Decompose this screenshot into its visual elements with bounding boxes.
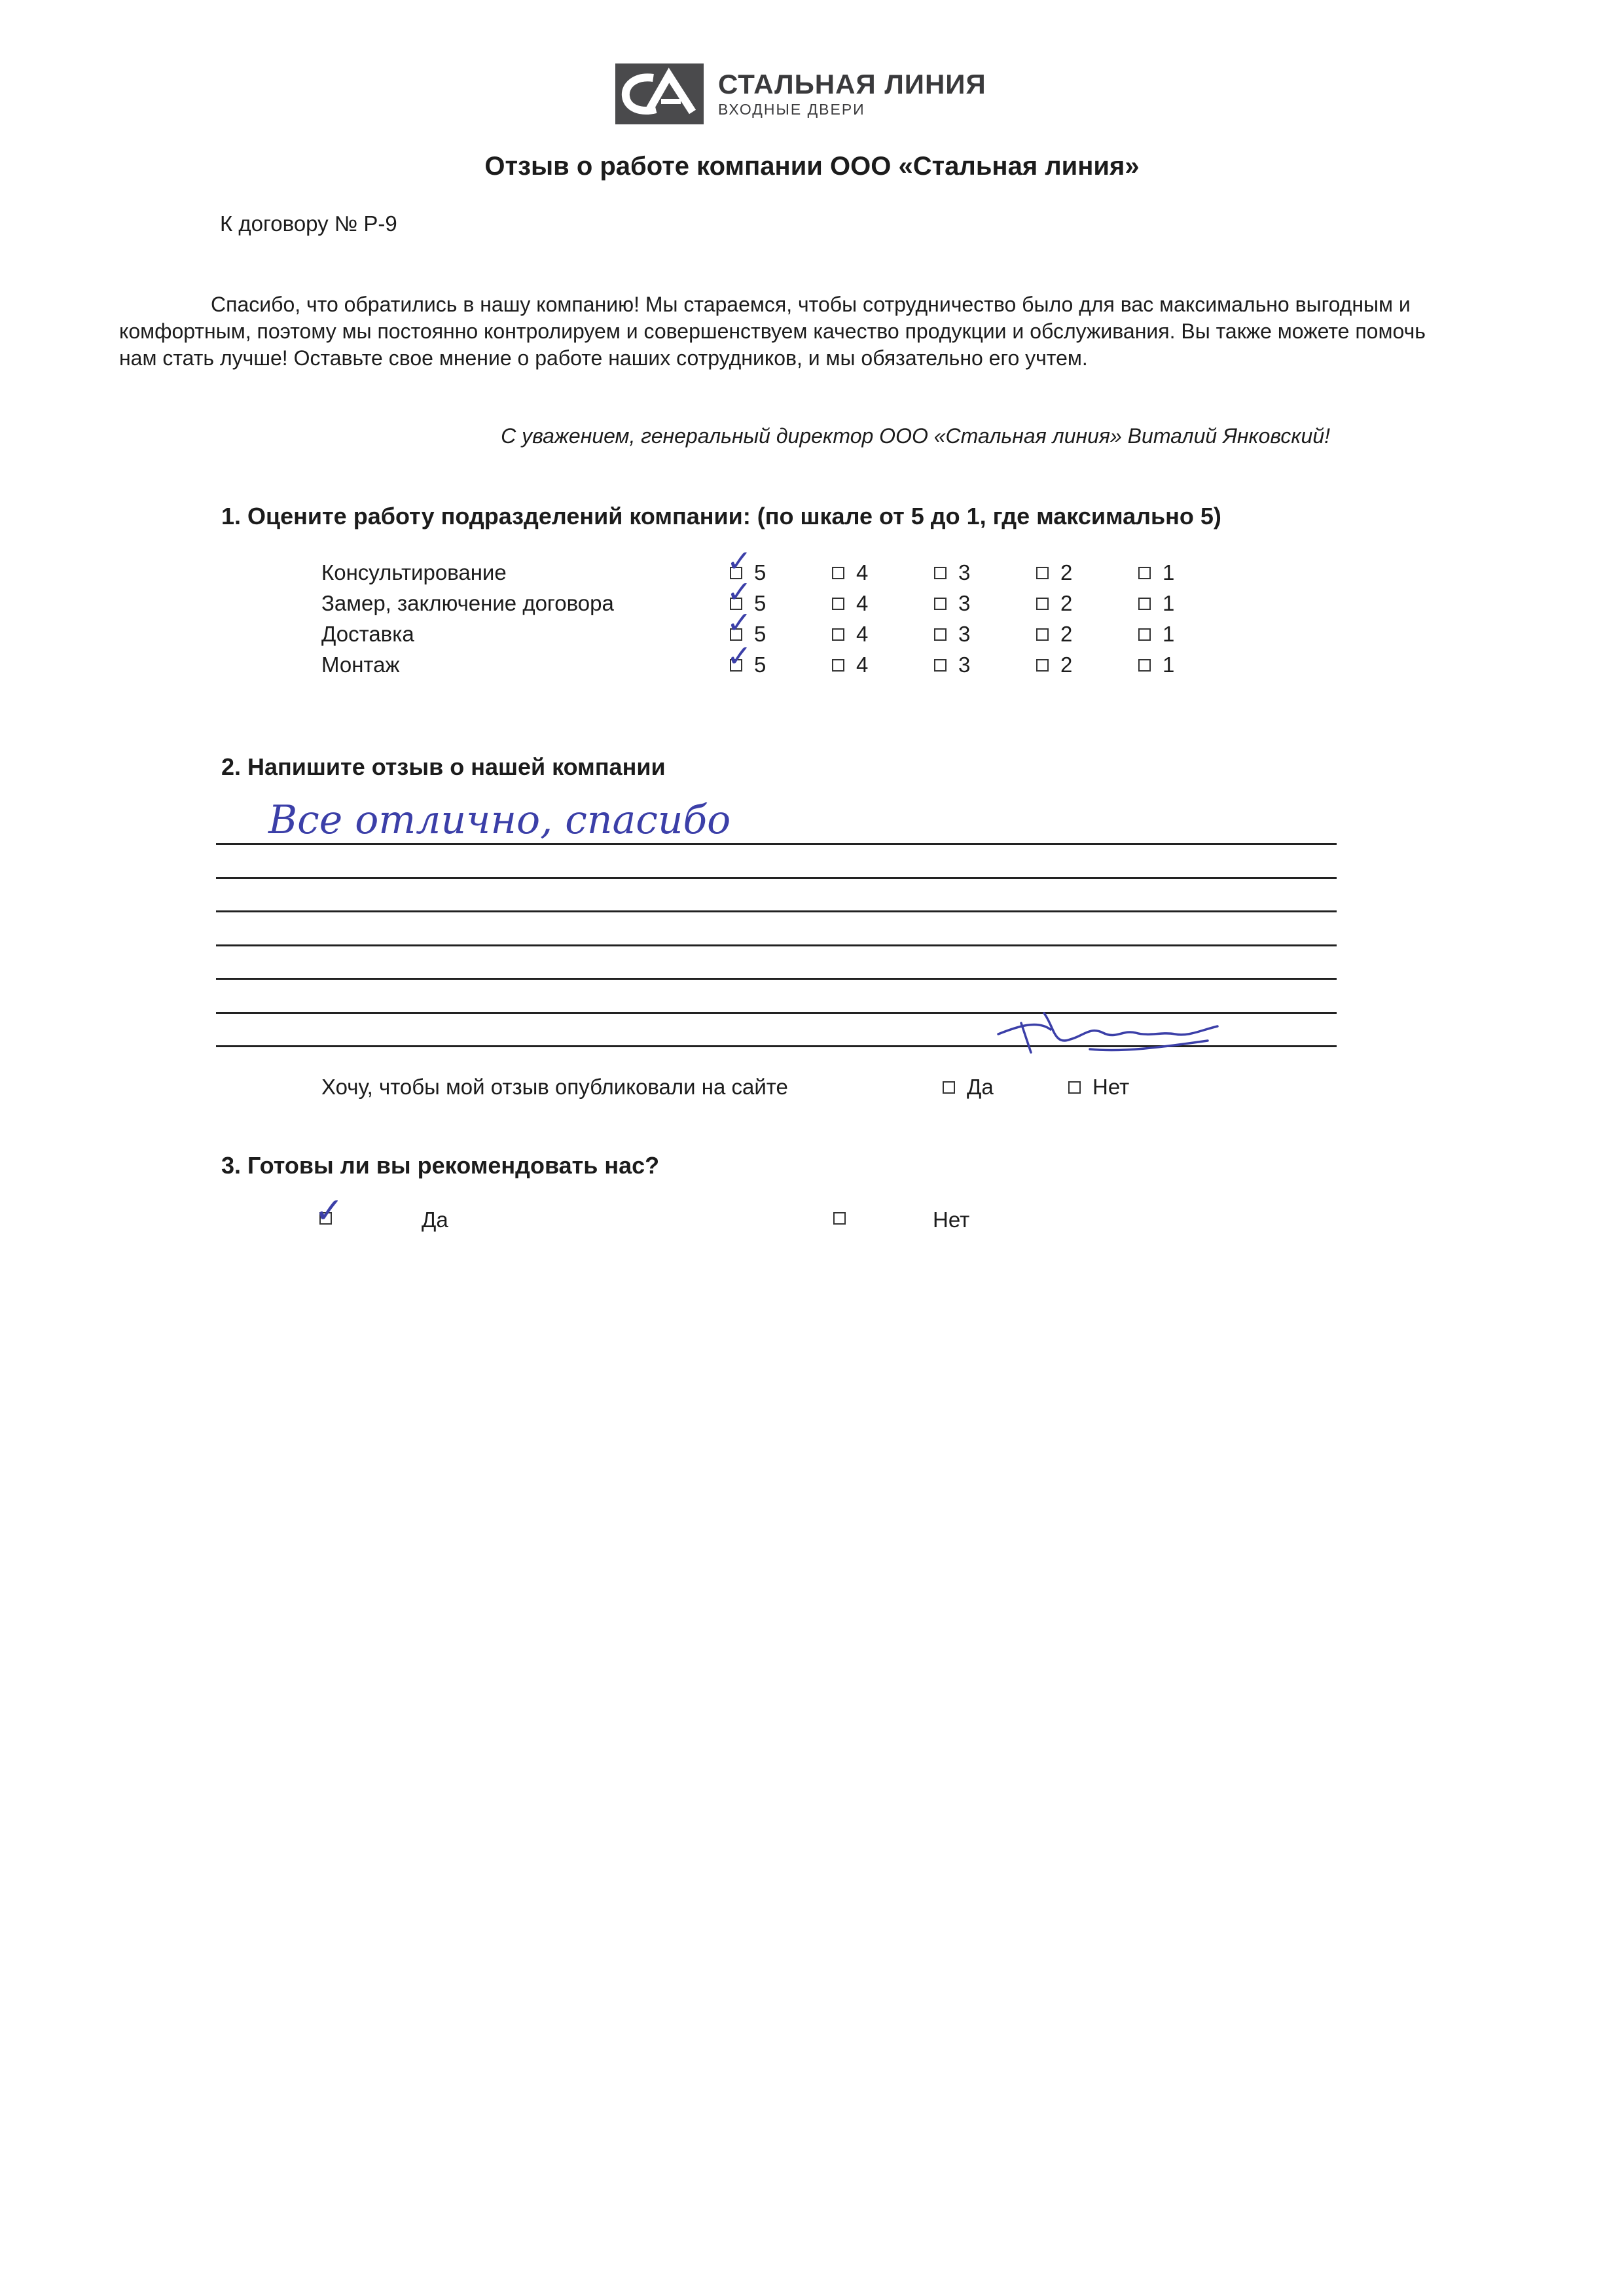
rating-option-2[interactable]: 2 [1036, 622, 1072, 647]
handwritten-checkmark-icon: ✓ [727, 543, 752, 579]
publish-no-option[interactable]: Нет [1068, 1075, 1129, 1100]
checkbox[interactable] [1036, 598, 1049, 610]
checkbox[interactable] [1138, 598, 1151, 610]
company-logo-name: СТАЛЬНАЯ ЛИНИЯ [718, 69, 986, 99]
checkbox[interactable] [832, 659, 844, 672]
review-line [216, 978, 1337, 980]
handwritten-checkmark-icon: ✓ [727, 605, 752, 640]
rating-option-1[interactable]: 1 [1138, 622, 1174, 647]
logo-ca-icon [615, 63, 704, 124]
company-logo-mark [615, 63, 704, 124]
checkbox[interactable] [1036, 567, 1049, 579]
recommend-no-checkbox[interactable] [833, 1212, 857, 1228]
rating-option-5[interactable]: 5 [730, 591, 766, 616]
checkbox[interactable] [1068, 1081, 1081, 1094]
question-2-title: 2. Напишите отзыв о нашей компании [221, 753, 666, 780]
rating-option-4[interactable]: 4 [832, 560, 868, 585]
rating-option-1[interactable]: 1 [1138, 653, 1174, 677]
checkbox[interactable] [934, 659, 947, 672]
checkbox[interactable] [943, 1081, 955, 1094]
rating-option-5[interactable]: 5 [730, 653, 766, 677]
review-line [216, 910, 1337, 912]
checkbox[interactable] [1036, 659, 1049, 672]
handwritten-review: Все отлично, спасибо [268, 797, 731, 843]
checkbox[interactable] [934, 567, 947, 579]
checkbox[interactable] [934, 628, 947, 641]
checkbox[interactable] [1138, 567, 1151, 579]
rating-option-1[interactable]: 1 [1138, 560, 1174, 585]
checkbox[interactable] [1036, 628, 1049, 641]
handwritten-checkmark-icon: ✓ [727, 574, 752, 609]
rating-option-2[interactable]: 2 [1036, 591, 1072, 616]
checkbox[interactable] [832, 598, 844, 610]
handwritten-signature [992, 1000, 1227, 1062]
question-3-title: 3. Готовы ли вы рекомендовать нас? [221, 1152, 660, 1179]
checkbox[interactable] [934, 598, 947, 610]
document-title: Отзыв о работе компании ООО «Стальная линия» [484, 152, 1140, 181]
checkbox[interactable] [832, 567, 844, 579]
recommend-yes-label: Да [422, 1208, 448, 1232]
rating-option-5[interactable]: 5 [730, 622, 766, 647]
recommend-no-label: Нет [933, 1208, 970, 1232]
rating-option-3[interactable]: 3 [934, 622, 970, 647]
handwritten-checkmark-icon: ✓ [727, 638, 752, 673]
director-regards: С уважением, генеральный директор ООО «Стальная линия» Виталий Янковский! [501, 424, 1330, 448]
intro-paragraph: Спасибо, что обратились в нашу компанию! Мы стараемся, чтобы сотрудничество было для вас максимально выгодным и комфортным, поэтому мы постоянно контролируем и совершенствуем качество продукции и обслуживания. Вы также можете помочь нам стать лучше! Оставьте свое мнение о работе наших сотрудников, и мы обязательно его учтем. [119, 293, 1426, 370]
review-line [216, 843, 1337, 845]
rating-option-4[interactable]: 4 [832, 591, 868, 616]
rating-option-3[interactable]: 3 [934, 591, 970, 616]
rating-option-3[interactable]: 3 [934, 653, 970, 677]
rating-option-5[interactable]: 5 [730, 560, 766, 585]
checkbox[interactable] [833, 1212, 846, 1225]
rating-option-4[interactable]: 4 [832, 653, 868, 677]
rating-option-2[interactable]: 2 [1036, 560, 1072, 585]
rating-row-label: Доставка [321, 622, 414, 646]
checkbox[interactable] [1138, 659, 1151, 672]
checkbox[interactable] [1138, 628, 1151, 641]
rating-row-label: Замер, заключение договора [321, 591, 614, 615]
rating-option-1[interactable]: 1 [1138, 591, 1174, 616]
handwritten-checkmark-icon: ✓ [314, 1190, 344, 1231]
checkbox[interactable] [832, 628, 844, 641]
publish-yes-option[interactable]: Да [943, 1075, 994, 1100]
rating-option-3[interactable]: 3 [934, 560, 970, 585]
rating-option-4[interactable]: 4 [832, 622, 868, 647]
contract-reference: К договору № Р-9 [220, 211, 397, 236]
question-1-title: 1. Оцените работу подразделений компании: (по шкале от 5 до 1, где максимально 5) [221, 503, 1221, 529]
review-line [216, 877, 1337, 879]
company-logo-tagline: ВХОДНЫЕ ДВЕРИ [718, 101, 865, 118]
publish-consent-label: Хочу, чтобы мой отзыв опубликовали на сайте [321, 1075, 788, 1099]
review-line [216, 944, 1337, 946]
rating-row-label: Консультирование [321, 560, 507, 584]
rating-row-label: Монтаж [321, 653, 400, 677]
rating-option-2[interactable]: 2 [1036, 653, 1072, 677]
